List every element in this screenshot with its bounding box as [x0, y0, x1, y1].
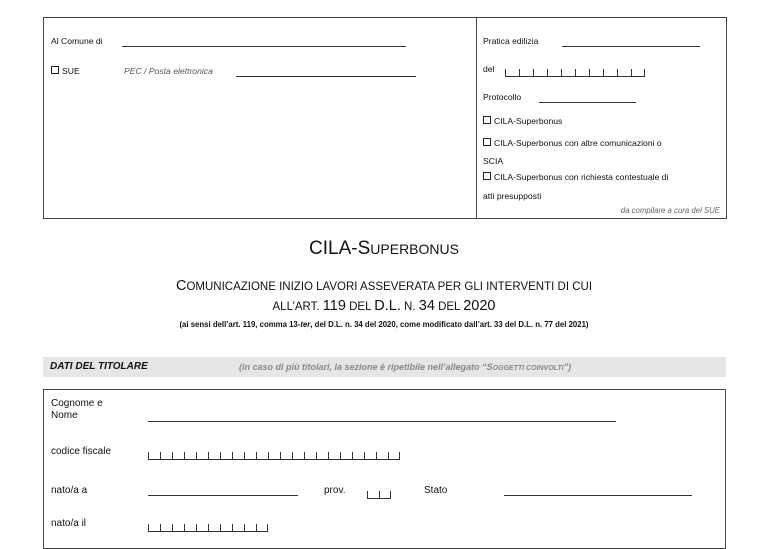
nato-a-label: nato/a a [51, 485, 88, 496]
pratica-field[interactable] [562, 46, 700, 47]
comune-field[interactable] [122, 46, 406, 47]
codice-fiscale-label: codice fiscale [51, 446, 112, 457]
section-title: DATI DEL TITOLARE [50, 361, 148, 372]
pratica-box [476, 17, 727, 219]
del-label: del [483, 64, 495, 74]
option-cila[interactable] [483, 116, 721, 127]
stato-field[interactable] [504, 495, 692, 496]
pec-label: PEC / Posta elettronica [124, 66, 213, 76]
recipient-box [43, 17, 477, 219]
sue-checkbox[interactable] [51, 66, 59, 74]
option-cila-atti[interactable] [483, 168, 721, 206]
nato-a-field[interactable] [148, 495, 298, 496]
sue-option[interactable] [51, 66, 80, 77]
cognome-label: Cognome e Nome [51, 398, 103, 421]
stato-label: Stato [424, 485, 448, 496]
option-label: CILA-Superbonus con richiesta contestuale di [494, 172, 669, 182]
nato-il-label: nato/a il [51, 518, 87, 529]
option-checkbox[interactable] [483, 138, 491, 146]
page-title: CILA-SUPERBONUS [309, 238, 459, 259]
option-label-cont: atti presupposti [483, 191, 542, 201]
date-field[interactable] [505, 64, 645, 74]
section-header [43, 357, 726, 377]
pec-field[interactable] [236, 76, 416, 77]
pratica-label: Pratica edilizia [483, 36, 539, 46]
section-note: (in caso di più titolari, la sezione è ripetibile nell’allegato “SOGGETTI COINVOLTI”) [239, 362, 572, 372]
sue-label: SUE [62, 66, 80, 76]
comune-label: Al Comune di [51, 36, 103, 46]
prov-field[interactable] [367, 486, 391, 496]
sue-footer-note: da compilare a cura del SUE [620, 206, 720, 215]
option-label: CILA-Superbonus [494, 116, 563, 126]
titolare-box [43, 389, 726, 549]
protocollo-label: Protocollo [483, 92, 522, 102]
legal-reference: (ai sensi dell’art. 119, comma 13-ter, del D.L. n. 34 del 2020, come modificato dall’art. 33 del D.L. n. 77 del 2021) [179, 320, 589, 329]
option-cila-scia[interactable] [483, 134, 721, 170]
option-label-cont: SCIA [483, 156, 504, 166]
prov-label: prov. [324, 485, 346, 496]
option-checkbox[interactable] [483, 172, 491, 180]
option-checkbox[interactable] [483, 116, 491, 124]
cognome-field[interactable] [148, 421, 616, 422]
page-subtitle: COMUNICAZIONE INIZIO LAVORI ASSEVERATA PER GLI INTERVENTI DI CUI ALL’ART. 119 DEL D.L. N. 34 DEL 2020 [175, 278, 593, 314]
nato-il-field[interactable] [148, 519, 268, 529]
codice-fiscale-field[interactable] [148, 447, 400, 457]
option-label: CILA-Superbonus con altre comunicazioni o [494, 138, 662, 148]
protocollo-field[interactable] [539, 102, 636, 103]
